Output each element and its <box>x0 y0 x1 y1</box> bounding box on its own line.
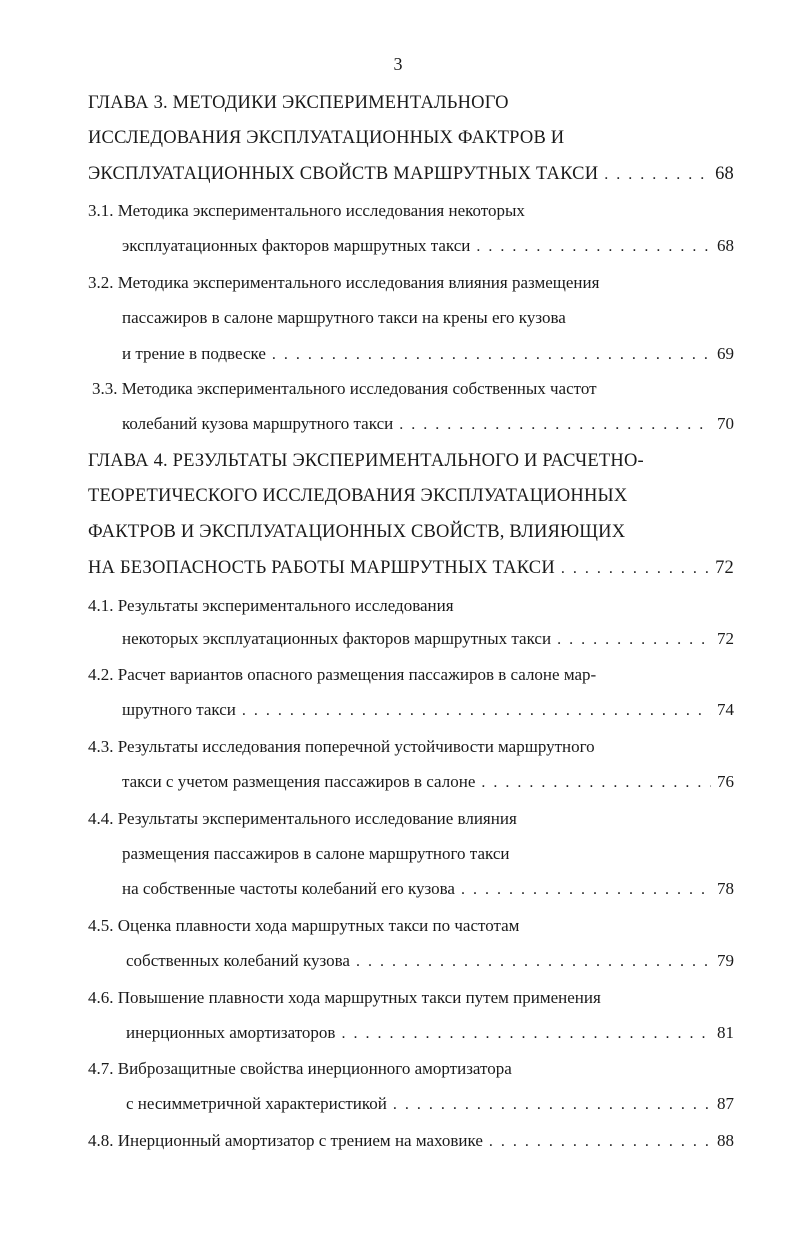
toc-line <box>126 1018 734 1048</box>
toc-page-number: 88 <box>717 1131 734 1150</box>
toc-page-number: 68 <box>715 164 734 184</box>
toc-entry-text: пассажиров в салоне маршрутного такси на крены его кузова <box>122 308 566 327</box>
toc-entry-text: инерционных амортизаторов <box>126 1023 336 1042</box>
toc-line <box>122 874 734 904</box>
toc-line <box>122 767 734 797</box>
toc-entry-text: размещения пассажиров в салоне маршрутного такси <box>122 844 510 863</box>
dot-leader <box>561 554 709 584</box>
toc-line <box>88 481 627 511</box>
toc-line <box>122 409 734 439</box>
toc-line <box>122 695 734 725</box>
toc-entry-text: некоторых эксплуатационных факторов маршрутных такси <box>122 629 552 648</box>
toc-page-number: 87 <box>717 1094 734 1113</box>
toc-page-number: 74 <box>717 700 734 719</box>
toc-page-number: 68 <box>717 236 734 255</box>
toc-line <box>88 660 596 690</box>
dot-leader <box>272 340 711 370</box>
toc-line <box>122 839 509 869</box>
toc-line <box>88 446 644 476</box>
page-number: 3 <box>393 54 403 74</box>
dot-leader <box>557 625 711 655</box>
toc-entry-text: 4.3. Результаты исследования поперечной устойчивости маршрутного <box>88 737 595 756</box>
toc-entry-text: 4.2. Расчет вариантов опасного размещения пассажиров в салоне мар- <box>88 665 597 684</box>
dot-leader <box>461 875 711 905</box>
toc-entry-text: такси с учетом размещения пассажиров в салоне <box>122 772 476 791</box>
toc-line <box>88 88 509 118</box>
toc-line <box>126 946 734 976</box>
toc-entry-text: эксплуатационных факторов маршрутных такси <box>122 236 471 255</box>
toc-entry-text: 4.1. Результаты экспериментального исследования <box>88 596 454 615</box>
dot-leader <box>489 1127 711 1157</box>
toc-entry-text: шрутного такси <box>122 700 236 719</box>
toc-page-number: 78 <box>717 879 734 898</box>
dot-leader <box>604 160 709 190</box>
toc-entry-text: НА БЕЗОПАСНОСТЬ РАБОТЫ МАРШРУТНЫХ ТАКСИ <box>88 558 555 578</box>
toc-entry-text: ГЛАВА 4. РЕЗУЛЬТАТЫ ЭКСПЕРИМЕНТАЛЬНОГО И РАСЧЕТНО- <box>88 451 644 471</box>
toc-line <box>88 911 519 941</box>
toc-line <box>88 196 525 226</box>
dot-leader <box>393 1090 711 1120</box>
toc-entry-text: колебаний кузова маршрутного такси <box>122 414 394 433</box>
toc-line <box>122 303 566 333</box>
toc-entry-text: 4.6. Повышение плавности хода маршрутных такси путем применения <box>88 988 601 1007</box>
toc-page-number: 72 <box>715 558 734 578</box>
toc-entry-text: ЭКСПЛУАТАЦИОННЫХ СВОЙСТВ МАРШРУТНЫХ ТАКСИ <box>88 164 599 184</box>
toc-line <box>88 268 599 298</box>
toc-entry-text: и трение в подвеске <box>122 344 266 363</box>
toc-line <box>88 517 625 547</box>
toc-line <box>88 983 601 1013</box>
toc-line <box>88 553 734 583</box>
toc-line <box>126 1089 734 1119</box>
toc-line <box>88 159 734 189</box>
toc-entry-text: 3.1. Методика экспериментального исследования некоторых <box>88 201 525 220</box>
toc-page-number: 79 <box>717 951 734 970</box>
dot-leader <box>476 232 711 262</box>
toc-page-number: 81 <box>717 1023 734 1042</box>
toc-entry-text: ФАКТРОВ И ЭКСПЛУАТАЦИОННЫХ СВОЙСТВ, ВЛИЯЮЩИХ <box>88 522 626 542</box>
toc-entry-text: 4.7. Виброзащитные свойства инерционного амортизатора <box>88 1059 512 1078</box>
toc-line <box>92 374 597 404</box>
dot-leader <box>242 696 711 726</box>
toc-entry-text: с несимметричной характеристикой <box>126 1094 387 1113</box>
toc-line <box>88 1126 734 1156</box>
dot-leader <box>341 1019 711 1049</box>
toc-line <box>88 591 454 621</box>
toc-line <box>88 1054 512 1084</box>
toc-entry-text: 4.5. Оценка плавности хода маршрутных такси по частотам <box>88 916 520 935</box>
toc-page-number: 76 <box>717 772 734 791</box>
toc-line <box>122 339 734 369</box>
dot-leader <box>399 410 711 440</box>
toc-entry-text: 3.3. Методика экспериментального исследования собственных частот <box>92 379 597 398</box>
toc-entry-text: 3.2. Методика экспериментального исследования влияния размещения <box>88 273 600 292</box>
dot-leader <box>356 947 711 977</box>
toc-page-number: 69 <box>717 344 734 363</box>
toc-entry-text: собственных колебаний кузова <box>126 951 350 970</box>
toc-entry-text: на собственные частоты колебаний его кузова <box>122 879 455 898</box>
toc-entry-text: ГЛАВА 3. МЕТОДИКИ ЭКСПЕРИМЕНТАЛЬНОГО <box>88 93 509 113</box>
toc-line <box>88 804 517 834</box>
toc-entry-text: 4.4. Результаты экспериментального исследование влияния <box>88 809 517 828</box>
toc-line <box>88 123 564 153</box>
toc-entry-text: ИССЛЕДОВАНИЯ ЭКСПЛУАТАЦИОННЫХ ФАКТРОВ И <box>88 128 565 148</box>
dot-leader <box>481 768 711 798</box>
toc-page-number: 72 <box>717 629 734 648</box>
toc-entry-text: 4.8. Инерционный амортизатор с трением на маховике <box>88 1131 483 1150</box>
toc-entry-text: ТЕОРЕТИЧЕСКОГО ИССЛЕДОВАНИЯ ЭКСПЛУАТАЦИОННЫХ <box>88 486 628 506</box>
toc-line <box>122 624 734 654</box>
toc-line <box>88 732 595 762</box>
toc-page-number: 70 <box>717 414 734 433</box>
toc-line <box>122 231 734 261</box>
